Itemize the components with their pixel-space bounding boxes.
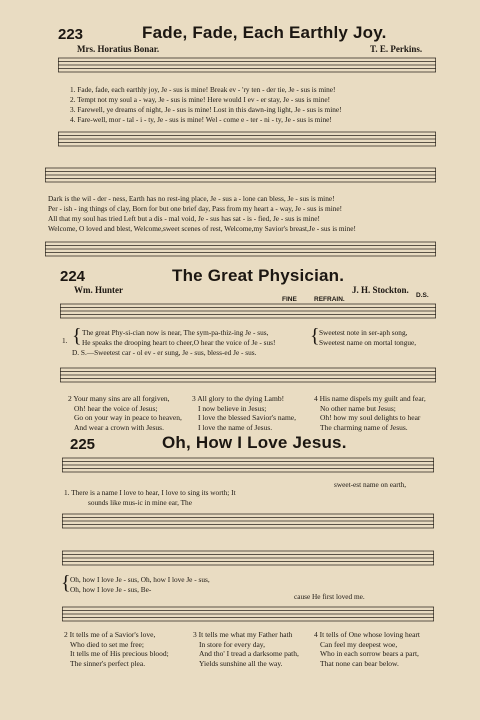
- bass-staff: [58, 131, 436, 147]
- hymn-224-verse-3: 3 All glory to the dying Lamb! I now believe in Jesus; I love the blessed Savior's name, I love the name of Jesus.: [192, 394, 296, 432]
- hymn-223-lyricist: Mrs. Horatius Bonar.: [77, 44, 160, 54]
- bass-staff: [60, 367, 436, 383]
- hymn-223-chorus-line: All that my soul has tried Left but a dis - mal void, Je - sus has sat - is - fied, Je - sus is mine!: [48, 214, 320, 223]
- hymn-225-system-1: [62, 455, 434, 540]
- hymn-223-verse-line: 4. Fare-well, mor - tal - i - ty, Je - sus is mine! Wel - come e - ter - ni - ty, Je - sus is mine!: [70, 115, 332, 124]
- hymn-225-chorus-tail: cause He first loved me.: [294, 592, 365, 601]
- hymn-225-number: 225: [70, 436, 96, 453]
- hymn-224-system: [60, 301, 436, 401]
- refrain-mark: REFRAIN.: [314, 296, 345, 303]
- hymn-225-verse-line: sounds like mus-ic in mine ear, The: [88, 498, 192, 507]
- hymn-223-verse-line: 1. Fade, fade, each earthly joy, Je - sus is mine! Break ev - 'ry ten - der tie, Je - sus is mine!: [70, 85, 336, 94]
- hymn-224-verse-4: 4 His name dispels my guilt and fear, No other name but Jesus; Oh! how my soul delights to hear The charming name of Jesus.: [314, 394, 426, 432]
- hymn-223-verse-line: 3. Farewell, ye dreams of night, Je - sus is mine! Lost in this dawn-ing light, Je - sus is mine!: [70, 105, 342, 114]
- hymn-224-verse-line: The great Phy-si-cian now is near, The sym-pa-thiz-ing Je - sus,: [82, 328, 269, 337]
- hymn-224-title: The Great Physician.: [172, 266, 345, 285]
- hymn-223-system-1: [58, 55, 436, 155]
- verse-number: 1.: [62, 336, 68, 345]
- hymn-225-verse-line: 1. There is a name I love to hear, I love to sing its worth; It: [64, 488, 236, 497]
- hymn-223-chorus-line: Dark is the wil - der - ness, Earth has no rest-ing place, Je - sus a - lone can bless, Je - sus is mine!: [48, 194, 335, 203]
- hymn-224-verse-2: 2 Your many sins are all forgiven, Oh! hear the voice of Jesus; Go on your way in peace to heaven, And wear a crown with Jesus.: [68, 394, 182, 432]
- hymn-225-verse-2: 2 It tells me of a Savior's love, Who died to set me free; It tells me of His precious blood; The sinner's perfect plea.: [64, 630, 169, 668]
- hymn-225-system-2: [62, 548, 434, 633]
- hymn-223-number: 223: [58, 26, 84, 43]
- treble-staff: [62, 457, 434, 473]
- hymn-223-chorus-line: Welcome, O loved and blest, Welcome,sweet scenes of rest, Welcome,my Savior's breast,Je - sus is mine!: [48, 224, 356, 233]
- hymn-225-verse-tail: sweet-est name on earth,: [334, 480, 407, 489]
- treble-staff: [62, 550, 434, 566]
- hymn-223-title: Fade, Fade, Each Earthly Joy.: [142, 23, 387, 42]
- lyric-brace: {: [310, 325, 320, 347]
- hymn-224-lyricist: Wm. Hunter: [74, 285, 123, 295]
- treble-staff: [58, 57, 436, 73]
- hymn-224-refrain-line: Sweetest name on mortal tongue,: [319, 338, 417, 347]
- bass-staff: [62, 606, 434, 622]
- hymn-223-chorus-line: Per - ish - ing things of clay, Born for but one brief day, Pass from my heart a - way, Je - sus is mine!: [48, 204, 343, 213]
- bass-staff: [45, 241, 436, 257]
- hymn-225-chorus-line: Oh, how I love Je - sus, Be-: [70, 585, 152, 594]
- hymn-225-verse-3: 3 It tells me what my Father hath In store for every day, And tho' I tread a darksome path, Yields sunshine all the way.: [193, 630, 299, 668]
- hymn-224-refrain-line: Sweetest note in ser-aph song,: [319, 328, 408, 337]
- ds-mark: D.S.: [416, 292, 429, 299]
- hymn-224-number: 224: [60, 268, 86, 285]
- hymn-224-ds-line: D. S.—Sweetest car - ol ev - er sung, Je - sus, bless-ed Je - sus.: [72, 348, 257, 357]
- hymn-224-composer: J. H. Stockton.: [352, 285, 409, 295]
- lyric-brace: {: [61, 572, 71, 594]
- treble-staff: [45, 167, 436, 183]
- bass-staff: [62, 513, 434, 529]
- treble-staff: [60, 303, 436, 319]
- hymn-223-verse-line: 2. Tempt not my soul a - way, Je - sus is mine! Here would I ev - er stay, Je - sus is mine!: [70, 95, 331, 104]
- hymn-225-verse-4: 4 It tells of One whose loving heart Can feel my deepest woe, Who in each sorrow bears a part, That none can bear below.: [314, 630, 421, 668]
- hymn-225-chorus-line: Oh, how I love Je - sus, Oh, how I love Je - sus,: [70, 575, 210, 584]
- hymn-225-title: Oh, How I Love Jesus.: [162, 433, 347, 452]
- lyric-brace: {: [72, 325, 82, 347]
- hymn-223-system-2: [45, 165, 436, 265]
- hymn-224-verse-line: He speaks the drooping heart to cheer,O hear the voice of Je - sus!: [82, 338, 276, 347]
- fine-mark: FINE: [282, 296, 297, 303]
- hymn-223-composer: T. E. Perkins.: [370, 44, 423, 54]
